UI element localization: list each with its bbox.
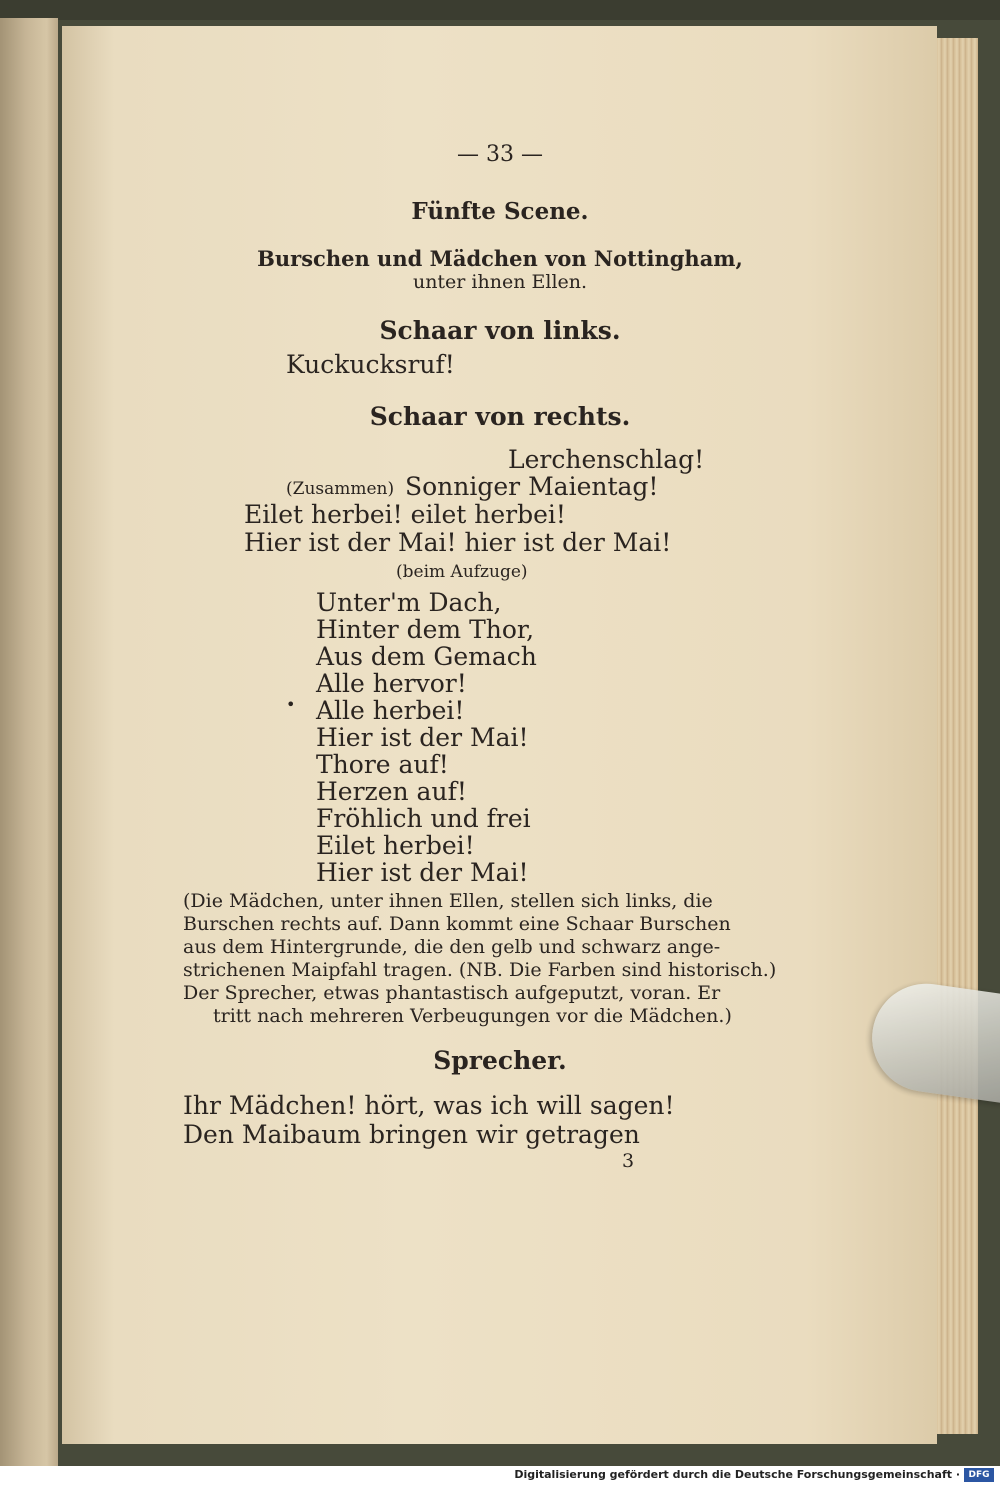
stage-direction-line: Burschen rechts auf. Dann kommt eine Schaar Burschen — [183, 913, 731, 935]
verse-line: Thore auf! — [316, 750, 449, 779]
stage-direction-line: strichenen Maipfahl tragen. (NB. Die Farben sind historisch.) — [183, 959, 777, 981]
stage-zusammen: (Zusammen) — [286, 479, 395, 499]
footer-credit: Digitalisierung gefördert durch die Deutsche Forschungsgemeinschaft · — [514, 1468, 960, 1481]
stage-direction-line: tritt nach mehreren Verbeugungen vor die Mädchen.) — [213, 1005, 732, 1027]
verse-line: Fröhlich und frei — [316, 804, 531, 833]
line-sonniger: Sonniger Maientag! — [405, 472, 659, 501]
verse-line: Hier ist der Mai! — [316, 723, 529, 752]
verse-line: Herzen auf! — [316, 777, 467, 806]
stage-direction-line: Der Sprecher, etwas phantastisch aufgeputzt, voran. Er — [183, 982, 721, 1004]
cast-line-1: Burschen und Mädchen von Nottingham, — [257, 246, 743, 271]
line-lerchenschlag: Lerchenschlag! — [508, 445, 705, 474]
line-den: Den Maibaum bringen wir getragen — [183, 1120, 640, 1149]
stage-direction-line: aus dem Hintergrunde, die den gelb und schwarz ange- — [183, 936, 721, 958]
speaker-sprecher: Sprecher. — [433, 1046, 567, 1075]
book-edge-top — [0, 0, 1000, 20]
speaker-right: Schaar von rechts. — [369, 402, 631, 431]
left-page-edge — [0, 18, 58, 1466]
line-eilet: Eilet herbei! eilet herbei! — [244, 500, 566, 529]
line-kuckucksruf: Kuckucksruf! — [286, 350, 455, 379]
verse-line: Unter'm Dach, — [316, 588, 502, 617]
verse-line: Aus dem Gemach — [316, 642, 537, 671]
verse-line: Eilet herbei! — [316, 831, 475, 860]
verse-line: Hinter dem Thor, — [316, 615, 535, 644]
verse-line: Alle herbei! — [316, 696, 465, 725]
footer-bar — [0, 1466, 1000, 1485]
page-number: — 33 — — [457, 142, 543, 167]
margin-bullet-mark: • — [286, 695, 296, 714]
dfg-logo: DFG — [964, 1468, 994, 1482]
signature-mark: 3 — [622, 1150, 635, 1172]
verse-line: Hier ist der Mai! — [316, 858, 529, 887]
speaker-left: Schaar von links. — [379, 316, 621, 345]
cast-line-2: unter ihnen Ellen. — [412, 271, 588, 293]
line-hier: Hier ist der Mai! hier ist der Mai! — [244, 528, 672, 557]
verse-line: Alle hervor! — [316, 669, 467, 698]
stage-direction-line: (Die Mädchen, unter ihnen Ellen, stellen sich links, die — [183, 890, 713, 912]
line-ihr: Ihr Mädchen! hört, was ich will sagen! — [183, 1091, 675, 1120]
scene-title: Fünfte Scene. — [411, 198, 589, 225]
stage-aufzuge: (beim Aufzuge) — [396, 562, 528, 582]
